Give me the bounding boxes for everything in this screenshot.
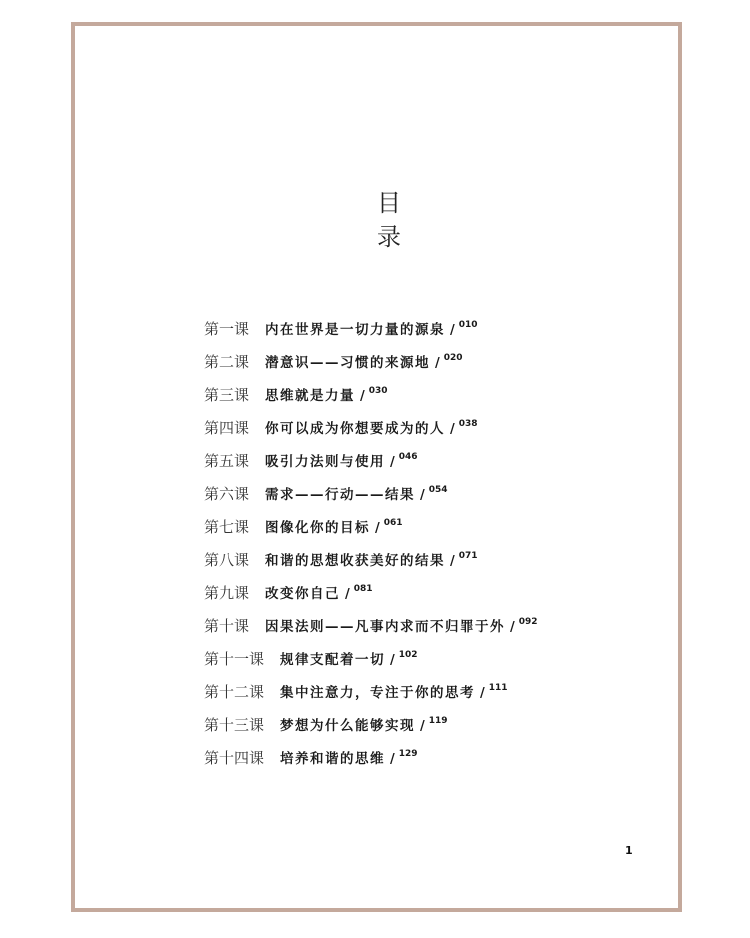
separator: / (390, 455, 395, 470)
toc-entry[interactable] (204, 450, 604, 483)
separator: / (375, 521, 380, 536)
lesson-label: 第一课 (204, 320, 250, 338)
toc-entry[interactable] (204, 351, 604, 384)
lesson-label: 第十课 (204, 617, 250, 635)
page-ref: 020 (443, 353, 463, 363)
lesson-title: 改变你自己 (265, 586, 341, 602)
page-ref: 030 (368, 386, 388, 396)
separator: / (450, 422, 455, 437)
lesson-title: 因果法则——凡事内求而不归罪于外 (265, 619, 506, 635)
lesson-label: 第七课 (204, 518, 250, 536)
page-ref: 129 (398, 749, 418, 759)
separator: / (345, 587, 350, 602)
separator: / (510, 620, 515, 635)
page-ref: 081 (353, 584, 373, 594)
page-ref: 092 (518, 617, 538, 627)
lesson-title: 思维就是力量 (265, 388, 356, 404)
lesson-title: 需求——行动——结果 (265, 487, 416, 503)
title-char-2: 录 (377, 223, 401, 251)
page-ref: 046 (398, 452, 418, 462)
separator: / (480, 686, 485, 701)
separator: / (390, 653, 395, 668)
lesson-title: 和谐的思想收获美好的结果 (265, 553, 446, 569)
lesson-label: 第四课 (204, 419, 250, 437)
separator: / (450, 323, 455, 338)
lesson-label: 第六课 (204, 485, 250, 503)
page-ref: 038 (458, 419, 478, 429)
lesson-title: 图像化你的目标 (265, 520, 371, 536)
toc-entry[interactable] (204, 648, 604, 681)
lesson-label: 第十三课 (204, 716, 265, 734)
toc-entry[interactable] (204, 483, 604, 516)
page-ref: 102 (398, 650, 418, 660)
toc-entry[interactable] (204, 747, 604, 780)
toc-entry[interactable] (204, 582, 604, 615)
page-ref: 061 (383, 518, 403, 528)
title-char-1: 目 (377, 189, 401, 217)
lesson-title: 内在世界是一切力量的源泉 (265, 322, 446, 338)
lesson-title: 潜意识——习惯的来源地 (265, 355, 431, 371)
toc-entry[interactable] (204, 549, 604, 582)
toc-entry[interactable] (204, 615, 604, 648)
page-ref: 054 (428, 485, 448, 495)
toc-entry[interactable] (204, 714, 604, 747)
lesson-title: 梦想为什么能够实现 (280, 718, 416, 734)
lesson-label: 第十一课 (204, 650, 265, 668)
lesson-label: 第二课 (204, 353, 250, 371)
page-ref: 010 (458, 320, 478, 330)
page-ref: 071 (458, 551, 478, 561)
toc-entry[interactable] (204, 681, 604, 714)
lesson-title: 集中注意力，专注于你的思考 (280, 685, 476, 701)
separator: / (420, 488, 425, 503)
separator: / (390, 752, 395, 767)
page-title (372, 186, 406, 254)
toc-entry[interactable] (204, 384, 604, 417)
page-ref: 119 (428, 716, 448, 726)
lesson-label: 第三课 (204, 386, 250, 404)
separator: / (420, 719, 425, 734)
table-of-contents (204, 318, 604, 780)
lesson-label: 第十二课 (204, 683, 265, 701)
lesson-title: 吸引力法则与使用 (265, 454, 386, 470)
page-ref: 111 (488, 683, 508, 693)
lesson-label: 第八课 (204, 551, 250, 569)
separator: / (435, 356, 440, 371)
page-number: 1 (625, 844, 633, 857)
lesson-title: 培养和谐的思维 (280, 751, 386, 767)
lesson-label: 第十四课 (204, 749, 265, 767)
toc-entry[interactable] (204, 318, 604, 351)
lesson-label: 第九课 (204, 584, 250, 602)
toc-entry[interactable] (204, 417, 604, 450)
toc-entry[interactable] (204, 516, 604, 549)
lesson-title: 你可以成为你想要成为的人 (265, 421, 446, 437)
separator: / (360, 389, 365, 404)
lesson-title: 规律支配着一切 (280, 652, 386, 668)
separator: / (450, 554, 455, 569)
lesson-label: 第五课 (204, 452, 250, 470)
